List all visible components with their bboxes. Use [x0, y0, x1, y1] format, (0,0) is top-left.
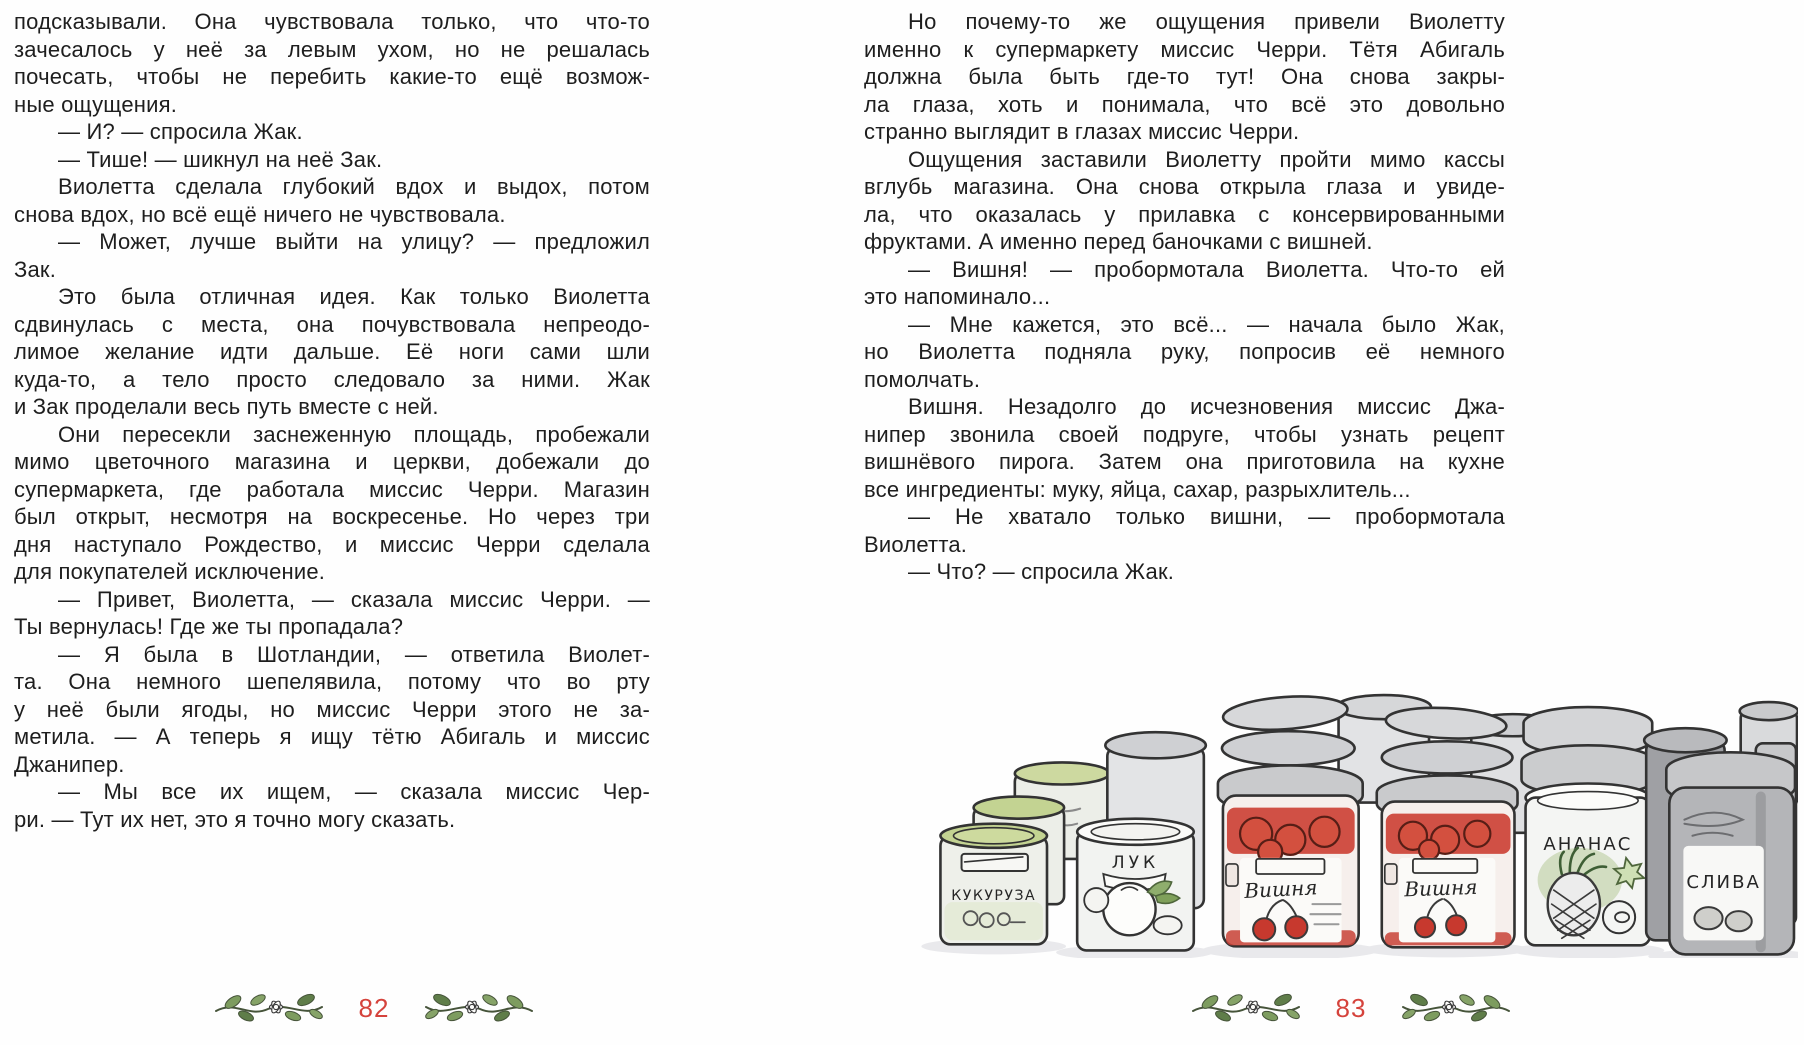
text-line: это напоминало... [864, 284, 1051, 309]
text-line: Джанипер. [14, 751, 125, 777]
text-line: Вишня. Незадолго до исчезновения миссис Джа- [908, 394, 1505, 419]
paragraph [14, 421, 650, 586]
text-line: должна была быть где-то тут! Она снова закры- [864, 64, 1505, 89]
text-line: — Не хватало только вишни, — пробормотала [908, 504, 1505, 529]
paragraph [864, 311, 1505, 394]
text-line: — Тише! — шикнул на неё Зак. [58, 146, 383, 172]
paragraph [14, 283, 650, 421]
text-line: — Что? — спросила Жак. [908, 559, 1175, 584]
text-line: — Мы все их ищем, — сказала миссис Чер- [58, 779, 650, 804]
jar-label-cherry-2: Вишня [1403, 874, 1478, 902]
paragraph [14, 173, 650, 228]
text-line: помолчать. [864, 366, 981, 392]
paragraph [14, 641, 650, 779]
page-text-left [14, 8, 650, 833]
paragraph [864, 393, 1505, 503]
paragraph [14, 118, 650, 146]
paragraph [14, 8, 650, 118]
text-line: Это была отличная идея. Как только Виолетта [58, 284, 650, 309]
text-line: мимо цветочного магазина и церкви, добежали до [14, 449, 650, 474]
jar-label-corn: КУКУРУЗА [951, 888, 1037, 905]
paragraph [864, 256, 1505, 311]
text-line: Виолетта сделала глубокий вдох и выдох, потом [58, 174, 650, 199]
pineapple-jar [1522, 707, 1655, 945]
text-line: у неё были ягоды, но миссис Черри этого не за- [14, 696, 650, 722]
text-line: зачесалось у неё за левым ухом, но не решалась [14, 36, 650, 62]
paragraph [864, 146, 1505, 256]
page-footer-right [1190, 982, 1512, 1034]
floral-branch-icon [1190, 986, 1302, 1030]
paragraph [14, 146, 650, 174]
text-line: снова вдох, но всё ещё ничего не чувствовала. [14, 201, 506, 227]
text-line: дня наступало Рождество, и миссис Черри сделала [14, 531, 650, 557]
page-number-left: 82 [358, 992, 390, 1023]
page-footer-left [213, 982, 535, 1034]
text-line: для покупателей исключение. [14, 559, 326, 584]
paragraph [14, 228, 650, 283]
text-line: вишнёвого пирога. Затем она приготовила на кухне [864, 449, 1505, 474]
text-line: Они пересекли заснеженную площадь, пробежали [58, 421, 650, 447]
text-line: Но почему-то же ощущения привели Виолетту [908, 9, 1505, 34]
paragraph [864, 503, 1505, 558]
text-line: фруктами. А именно перед баночками с вишней. [864, 229, 1373, 254]
text-line: именно к супермаркету миссис Черри. Тётя Абигаль [864, 36, 1505, 62]
floral-branch-icon [423, 986, 535, 1030]
text-line: — Привет, Виолетта, — сказала миссис Черри. — [58, 586, 650, 612]
floral-branch-icon [1400, 986, 1512, 1030]
text-line: метила. — А теперь я ищу тётю Абигаль и миссис [14, 724, 650, 749]
text-line: был открыт, несмотря на воскресенье. Но через три [14, 504, 650, 529]
text-line: супермаркета, где работала миссис Черри. Магазин [14, 476, 650, 502]
plum-jar [1666, 752, 1795, 954]
jar-label-cherry-1: Вишня [1243, 875, 1319, 904]
paragraph [864, 8, 1505, 146]
text-line: ные ощущения. [14, 91, 178, 117]
text-line: ри. — Тут их нет, это я точно могу сказать. [14, 806, 456, 832]
jar-label-pineapple: АНАНАС [1543, 833, 1633, 855]
jar-label-onion: ЛУК [1111, 852, 1160, 873]
text-line: странно выглядит в глазах миссис Черри. [864, 119, 1300, 144]
text-line: почесать, чтобы не перебить какие-то ещё возмож- [14, 64, 650, 89]
text-line: нипер звонила своей подруге, чтобы узнать рецепт [864, 421, 1505, 447]
text-line: ла, что оказалась у прилавка с консервированными [864, 201, 1505, 227]
text-line: все ингредиенты: муку, яйца, сахар, разрыхлитель... [864, 476, 1411, 502]
paragraph [864, 558, 1505, 586]
text-line: но Виолетта подняла руку, попросив её немного [864, 339, 1505, 364]
text-line: — Я была в Шотландии, — ответила Виолет- [58, 641, 650, 667]
text-line: куда-то, а тело просто следовало за ними. Жак [14, 366, 650, 392]
jar-label-plum: СЛИВА [1686, 872, 1761, 894]
paragraph [14, 778, 650, 833]
text-line: — Вишня! — пробормотала Виолетта. Что-то ей [908, 256, 1505, 282]
text-line: подсказывали. Она чувствовала только, что что-то [14, 9, 650, 34]
text-line: — Может, лучше выйти на улицу? — предложил [58, 229, 650, 254]
page-number-right: 83 [1335, 992, 1367, 1023]
text-line: Ощущения заставили Виолетту пройти мимо кассы [908, 146, 1505, 172]
floral-branch-icon [213, 986, 325, 1030]
text-line: — Мне кажется, это всё... — начала было Жак, [908, 311, 1505, 337]
text-line: — И? — спросила Жак. [58, 119, 303, 144]
text-line: и Зак проделали весь путь вместе с ней. [14, 394, 439, 419]
text-line: Виолетта. [864, 531, 968, 557]
paragraph [14, 586, 650, 641]
text-line: та. Она немного шепелявила, потому что во рту [14, 669, 650, 694]
text-line: лимое желание идти дальше. Её ноги сами шли [14, 339, 650, 364]
text-line: вглубь магазина. Она снова открыла глаза и увиде- [864, 174, 1505, 199]
corn-jar [940, 824, 1047, 945]
canned-jars-illustration [858, 610, 1798, 958]
page-text-right [864, 8, 1505, 586]
text-line: ла глаза, хоть и понимала, что всё это довольно [864, 91, 1505, 117]
text-line: Ты вернулась! Где же ты пропадала? [14, 614, 404, 639]
text-line: сдвинулась с места, она почувствовала непреодо- [14, 311, 650, 337]
text-line: Зак. [14, 256, 57, 282]
